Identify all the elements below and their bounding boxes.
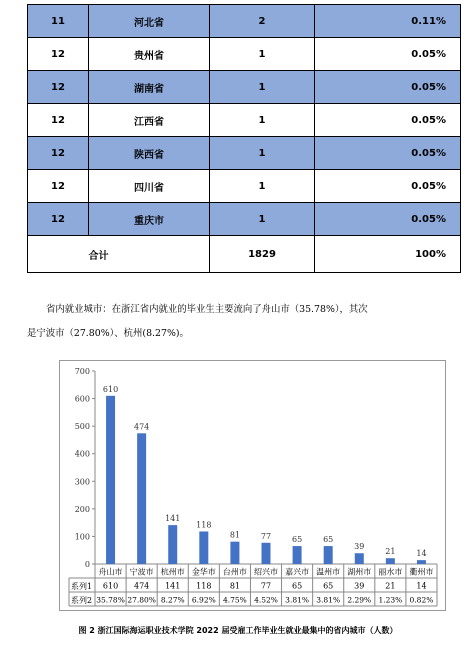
x-category-label: 绍兴市 (254, 567, 278, 577)
series-2-value: 3.81% (285, 595, 310, 605)
bar (106, 396, 115, 564)
total-count: 1829 (210, 236, 315, 273)
percent-cell: 0.05% (315, 203, 461, 236)
bar (262, 543, 271, 564)
total-label: 合计 (89, 236, 210, 273)
province-cell: 重庆市 (89, 203, 210, 236)
province-cell: 江西省 (89, 104, 210, 137)
table-row (28, 104, 461, 137)
series-1-value: 610 (102, 581, 119, 591)
table-row (28, 137, 461, 170)
table-row (28, 203, 461, 236)
table-row (28, 5, 461, 38)
count-cell: 1 (210, 104, 315, 137)
x-category-label: 湖州市 (347, 567, 372, 577)
province-cell: 河北省 (89, 5, 210, 38)
province-cell: 贵州省 (89, 38, 210, 71)
x-category-label: 杭州市 (160, 567, 185, 577)
count-cell: 1 (210, 38, 315, 71)
series-2-value: 4.75% (222, 595, 247, 605)
total-percent: 100% (315, 236, 461, 273)
series-1-value: 474 (133, 581, 150, 591)
bar (417, 560, 426, 564)
rank-cell: 12 (28, 170, 89, 203)
rank-cell: 12 (28, 203, 89, 236)
percent-cell: 0.05% (315, 104, 461, 137)
series-1-value: 77 (260, 581, 272, 591)
province-table (27, 4, 461, 273)
bar (386, 558, 395, 564)
x-category-label: 嘉兴市 (285, 567, 310, 577)
percent-cell: 0.11% (315, 5, 461, 38)
series-1-value: 14 (416, 581, 427, 591)
table-row (28, 71, 461, 104)
series-1-value: 39 (354, 581, 365, 591)
series-1-legend: 系列1 (71, 582, 93, 591)
rank-cell: 12 (28, 137, 89, 170)
table-row (28, 38, 461, 71)
rank-cell: 11 (28, 5, 89, 38)
bar-data-label: 65 (291, 535, 303, 545)
rank-cell: 12 (28, 71, 89, 104)
bar (168, 525, 177, 564)
bar-data-label: 474 (133, 422, 150, 432)
bar (324, 546, 333, 564)
series-2-value: 4.52% (254, 595, 278, 605)
y-tick-label: 100 (74, 532, 90, 542)
series-2-value: 0.82% (409, 595, 434, 605)
y-tick-label: 0 (84, 560, 90, 569)
series-1-value: 65 (291, 581, 303, 591)
percent-cell: 0.05% (315, 137, 461, 170)
series-2-legend: 系列2 (71, 596, 93, 605)
y-tick-label: 400 (74, 449, 90, 459)
bar (137, 433, 146, 564)
province-cell: 四川省 (89, 170, 210, 203)
bar-data-label: 77 (260, 531, 272, 541)
count-cell: 1 (210, 170, 315, 203)
count-cell: 2 (210, 5, 315, 38)
series-2-value: 3.81% (316, 595, 341, 605)
count-cell: 1 (210, 137, 315, 170)
bar-data-label: 39 (354, 542, 365, 552)
series-1-value: 21 (385, 581, 396, 591)
percent-cell: 0.05% (315, 170, 461, 203)
province-cell: 陕西省 (89, 137, 210, 170)
bar-data-label: 118 (196, 520, 212, 530)
bar-data-label: 65 (323, 535, 334, 545)
percent-cell: 0.05% (315, 38, 461, 71)
bar-data-label: 14 (416, 549, 427, 559)
x-category-label: 丽水市 (378, 567, 403, 577)
x-category-label: 温州市 (316, 567, 341, 577)
bar-data-label: 141 (165, 514, 181, 524)
series-1-value: 65 (323, 581, 334, 591)
y-tick-label: 600 (74, 394, 90, 404)
count-cell: 1 (210, 203, 315, 236)
table-total-row (28, 236, 461, 273)
series-2-value: 35.78% (96, 595, 125, 605)
series-1-value: 141 (165, 581, 181, 591)
bar-data-label: 81 (229, 530, 241, 540)
percent-cell: 0.05% (315, 71, 461, 104)
figure-caption: 图 2 浙江国际海运职业技术学院 2022 届受雇工作毕业生就业最集中的省内城市（人数） (78, 626, 398, 635)
y-tick-label: 300 (74, 477, 90, 487)
bar (293, 546, 302, 564)
bar-data-label: 610 (102, 384, 119, 394)
rank-cell: 12 (28, 104, 89, 137)
paragraph-line-2: 是宁波市（27.80%）、杭州(8.27%)。 (27, 328, 189, 339)
x-category-label: 衢州市 (409, 567, 434, 577)
city-bar-chart (59, 360, 445, 610)
total-spacer-cell (28, 236, 89, 273)
series-1-value: 118 (196, 581, 212, 591)
series-1-value: 81 (229, 581, 241, 591)
series-2-value: 2.29% (347, 595, 372, 605)
city-paragraph (27, 298, 447, 346)
series-2-value: 6.92% (191, 595, 216, 605)
series-2-value: 1.23% (378, 595, 403, 605)
bar (230, 542, 239, 564)
x-category-label: 舟山市 (98, 567, 123, 577)
y-tick-label: 700 (74, 367, 90, 376)
bar-data-label: 21 (385, 547, 396, 557)
paragraph-line-1: 省内就业城市：在浙江省内就业的毕业生主要流向了舟山市（35.78%），其次 (46, 304, 368, 315)
x-category-label: 金华市 (191, 567, 216, 577)
rank-cell: 12 (28, 38, 89, 71)
y-tick-label: 200 (74, 504, 90, 514)
series-2-value: 27.80% (127, 595, 156, 605)
bar (199, 531, 208, 564)
series-2-value: 8.27% (160, 595, 185, 605)
table-row (28, 170, 461, 203)
count-cell: 1 (210, 71, 315, 104)
y-tick-label: 500 (74, 422, 90, 432)
bar (355, 553, 364, 564)
x-category-label: 台州市 (222, 567, 247, 577)
x-category-label: 宁波市 (129, 567, 154, 577)
province-cell: 湖南省 (89, 71, 210, 104)
